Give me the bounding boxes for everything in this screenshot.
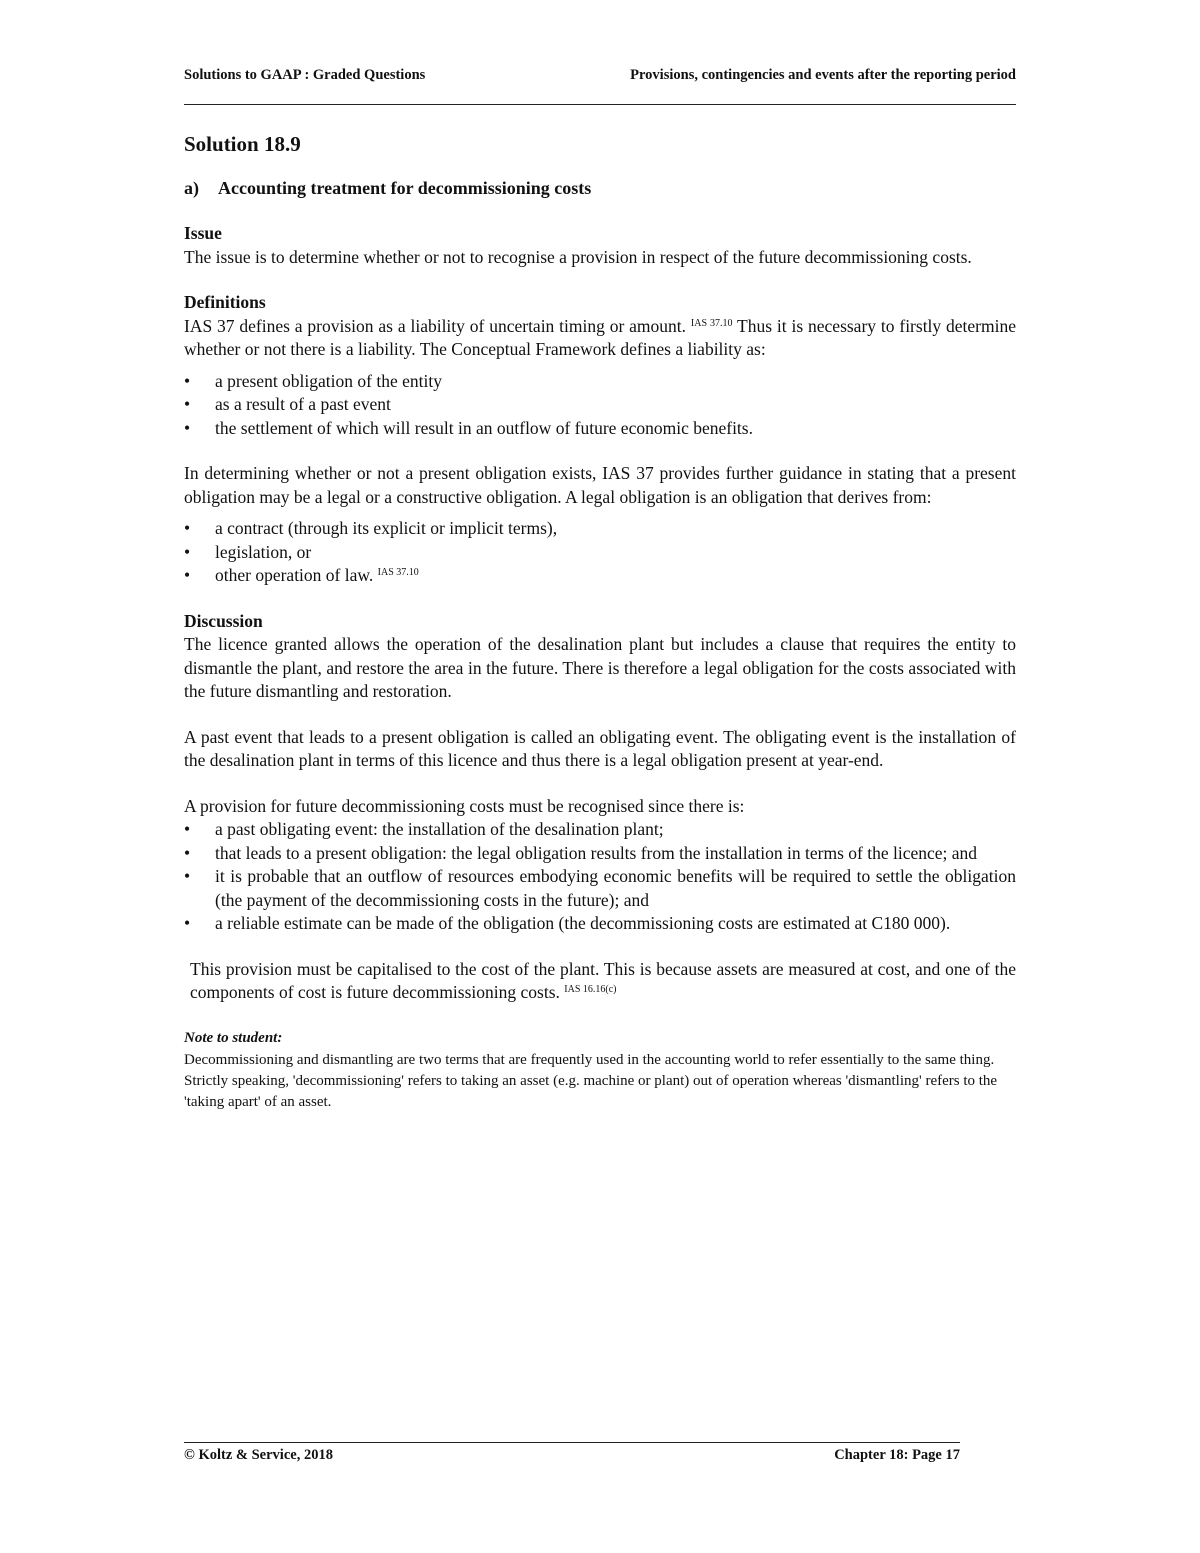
list-item-text: a reliable estimate can be made of the obligation (the decommissioning costs are estimated at C180 000). xyxy=(215,913,951,933)
bullet-icon: • xyxy=(184,394,191,414)
bullet-icon: • xyxy=(184,842,191,863)
discussion-paragraph-1: The licence granted allows the operation of the desalination plant but includes a clause that requires the entity to dismantle the plant, and restore the area in the future. There is therefore a legal obligation for the costs associated with the future dismantling and restoration. xyxy=(184,634,1016,701)
list-item xyxy=(184,912,1016,936)
list-item-text: as a result of a past event xyxy=(215,394,391,414)
solution-title: Solution 18.9 xyxy=(184,132,301,156)
discussion-paragraph-2: A past event that leads to a present obligation is called an obligating event. The obligating event is the installation of the desalination plant in terms of this licence and thus there is a legal obligation present at year-end. xyxy=(184,726,1016,770)
reference-ias-37-10: IAS 37.10 xyxy=(377,567,419,578)
list-item xyxy=(184,865,1016,912)
section-a-heading xyxy=(184,177,1016,201)
list-item-text: it is probable that an outflow of resources embodying economic benefits will be required to settle the obligation (the payment of the decommissioning costs in the future); and xyxy=(215,866,1016,910)
list-item xyxy=(184,818,1016,842)
discussion-paragraph-4 xyxy=(184,958,1016,1005)
section-letter: a) xyxy=(184,177,199,198)
list-item-text: a past obligating event: the installation of the desalination plant; xyxy=(215,819,664,839)
list-item xyxy=(184,842,1016,866)
bullet-icon: • xyxy=(184,370,191,391)
page-footer xyxy=(184,1442,960,1464)
bullet-icon: • xyxy=(184,565,191,585)
bullet-icon: • xyxy=(184,417,191,438)
legal-obligation-list xyxy=(184,517,1016,588)
liability-definition-list xyxy=(184,370,1016,441)
bullet-icon: • xyxy=(184,866,191,886)
note-heading: Note to student: xyxy=(184,1029,283,1046)
page-header xyxy=(184,66,1016,105)
list-item-text: a contract (through its explicit or implicit terms), xyxy=(215,518,558,538)
list-item-text: the settlement of which will result in an outflow of future economic benefits. xyxy=(215,417,753,438)
bullet-icon: • xyxy=(184,913,191,933)
reference-ias-37-10: IAS 37.10 xyxy=(690,317,733,329)
list-item xyxy=(184,517,1016,541)
list-item-text: other operation of law. xyxy=(215,565,374,585)
section-title: Accounting treatment for decommissioning costs xyxy=(218,177,592,198)
list-item xyxy=(184,370,1016,394)
issue-text: The issue is to determine whether or not to recognise a provision in respect of the future decommissioning costs. xyxy=(184,246,972,267)
definitions-heading: Definitions xyxy=(184,292,266,312)
issue-heading: Issue xyxy=(184,223,222,243)
footer-copyright: © Koltz & Service, 2018 xyxy=(184,1447,333,1463)
list-item xyxy=(184,564,1016,588)
document-body xyxy=(184,133,1016,1113)
bullet-icon: • xyxy=(184,819,191,839)
header-right-title: Provisions, contingencies and events after the reporting period xyxy=(630,67,1016,83)
list-item xyxy=(184,541,1016,565)
discussion-heading: Discussion xyxy=(184,610,263,631)
definitions-paragraph-1 xyxy=(184,315,1016,362)
list-item xyxy=(184,417,1016,441)
list-item-text: a present obligation of the entity xyxy=(215,370,442,391)
discussion-paragraph-3: A provision for future decommissioning costs must be recognised since there is: xyxy=(184,795,745,816)
list-item-text: legislation, or xyxy=(215,541,312,562)
header-left-title: Solutions to GAAP : Graded Questions xyxy=(184,67,426,83)
definitions-paragraph-2: In determining whether or not a present obligation exists, IAS 37 provides further guidance in stating that a present obligation may be a legal or a constructive obligation. A legal obligation is an obligation that derives from: xyxy=(184,463,1016,507)
recognition-criteria-list xyxy=(184,818,1016,936)
note-text: Decommissioning and dismantling are two terms that are frequently used in the accounting world to refer essentially to the same thing. Strictly speaking, 'decommissioning' refers to taking an asset (e.g. machine or plant) out of operation whereas 'dismantling' refers to the 'taking apart' of an asset. xyxy=(184,1052,998,1110)
bullet-icon: • xyxy=(184,541,191,562)
list-item xyxy=(184,393,1016,417)
definitions-p1-b: Thus it is necessary to firstly determine whether or not there is a liability. The Conceptual Framework defines a liability as: xyxy=(184,315,1016,359)
discussion-p4-text: This provision must be capitalised to the cost of the plant. This is because assets are measured at cost, and one of the components of cost is future decommissioning costs. xyxy=(190,958,1016,1002)
reference-ias-16-16c: IAS 16.16(c) xyxy=(564,984,617,995)
list-item-text: that leads to a present obligation: the legal obligation results from the installation in terms of the licence; and xyxy=(215,842,978,863)
definitions-p1-a: IAS 37 defines a provision as a liability of uncertain timing or amount. xyxy=(184,315,687,336)
bullet-icon: • xyxy=(184,518,191,538)
footer-page-number: Chapter 18: Page 17 xyxy=(834,1447,960,1463)
